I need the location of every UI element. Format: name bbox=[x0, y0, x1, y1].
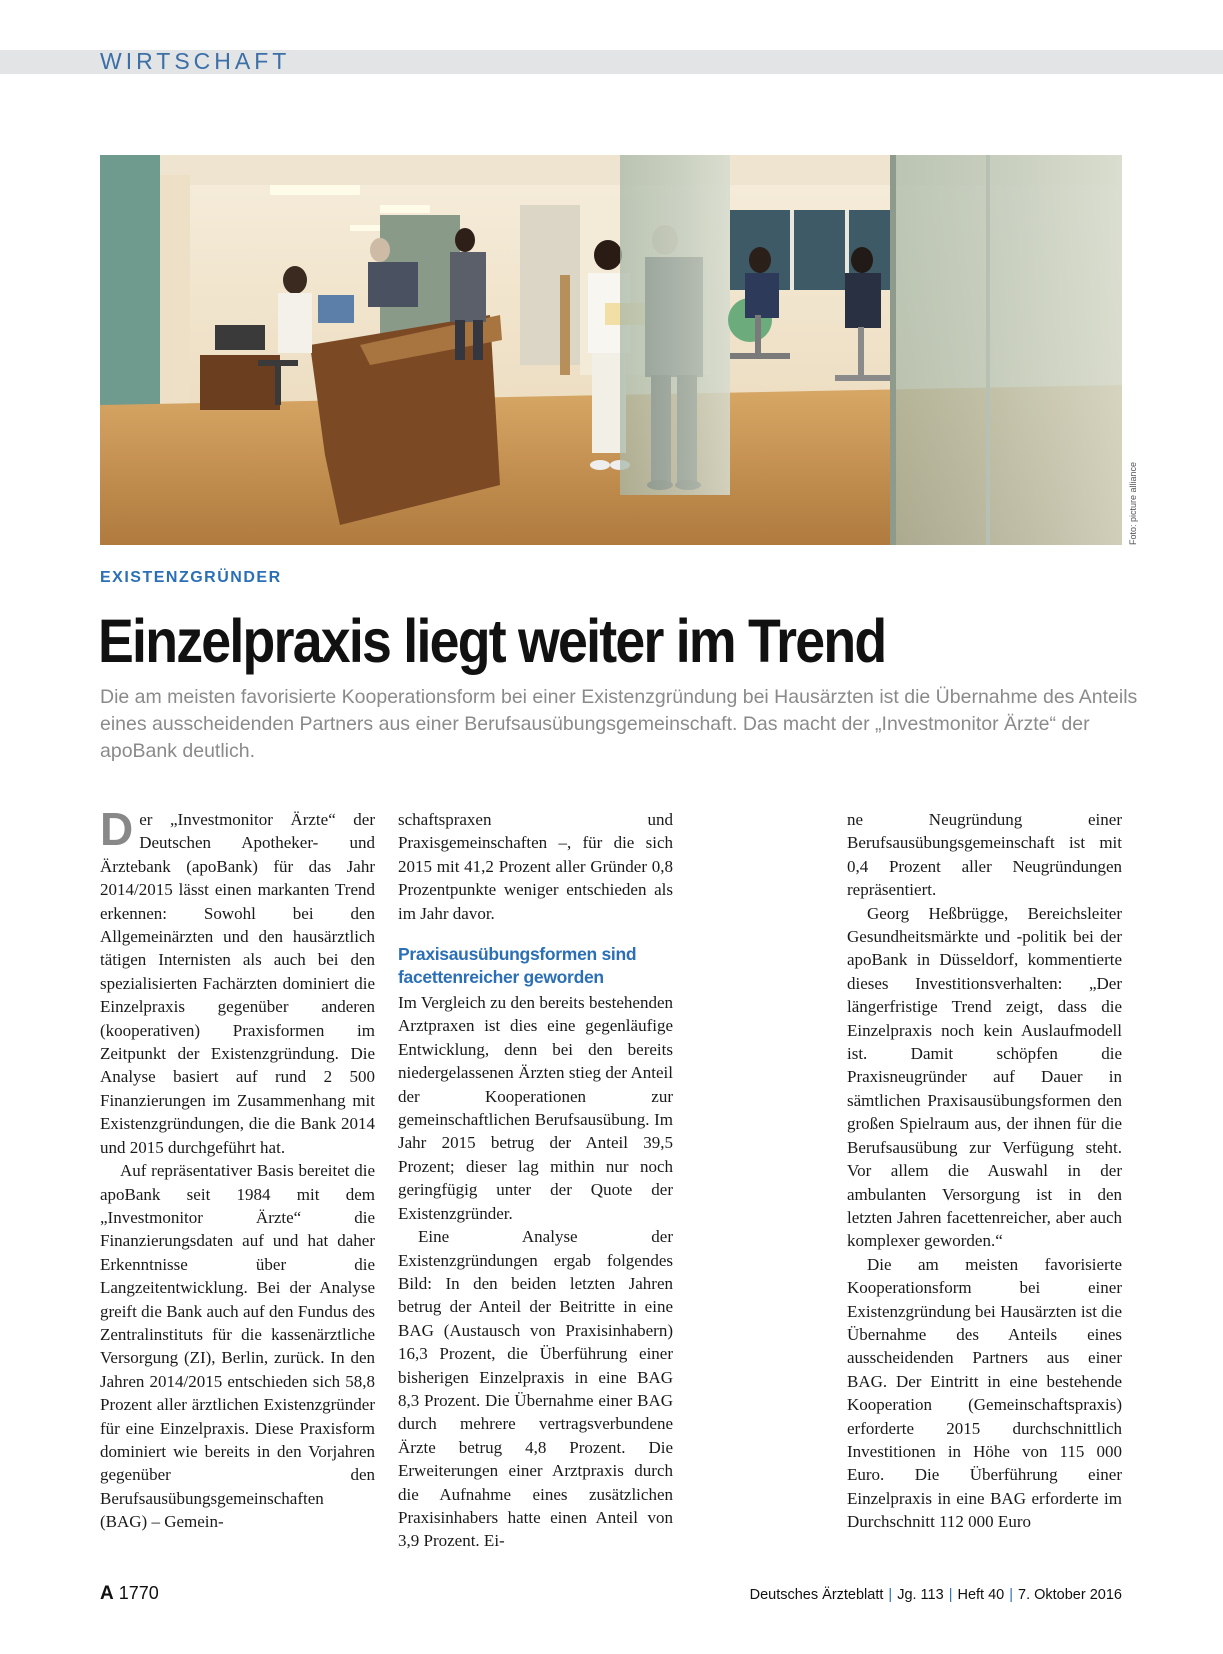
photo-credit: Foto: picture alliance bbox=[1128, 461, 1138, 545]
separator: | bbox=[1009, 1587, 1013, 1603]
paragraph: ne Neugründung einer Berufsausübungsgemeinschaft ist mit 0,4 Prozent aller Neugründungen repräsentiert. bbox=[847, 810, 1122, 900]
paragraph: Eine Analyse der Existenzgründungen ergab folgendes Bild: In den beiden letzten Jahren betrug der Anteil der Beitritte in eine BAG (Austausch von Praxisinhabern) 16,3 Prozent, die Überführung einer bisherigen Einzelpraxis in eine BAG 8,3 Prozent. Die Übernahme einer BAG durch mehrere vertragsverbundene Ärzte betrug 4,8 Prozent. Die Erweiterungen einer Arztpraxis durch die Aufnahme eines zusätzlichen Praxisinhabers hatte einen Anteil von 3,9 Prozent. Ei- bbox=[398, 1227, 673, 1551]
paragraph bbox=[100, 803, 375, 1159]
practice-reception-photo bbox=[100, 155, 1122, 545]
article-title: Einzelpraxis liegt weiter im Trend bbox=[98, 607, 886, 675]
paragraph: Die am meisten favorisierte Kooperationsform bei einer Existenzgründung bei Hausärzten ist die Übernahme des Anteils eines ausscheidenden Partners aus einer BAG. Der Eintritt in eine bestehende Kooperation (Gemeinschaftspraxis) erforderte 2015 durchschnittlich Investitionen in Höhe von 115 000 Euro. Die Überführung einer Einzelpraxis in eine BAG erforderte im Durchschnitt 112 000 Euro bbox=[847, 1254, 1122, 1532]
paragraph-text: er „Investmonitor Ärzte“ der Deutschen Apotheker- und Ärztebank (apoBank) für das Jahr 2014/2015 lässt einen markanten Trend erkennen: Sowohl bei den Allgemeinärzten und den hausärztlich tätigen Internisten als auch bei den spezialisierten Fachärzten dominiert die Einzelpraxis gegenüber anderen (kooperativen) Praxisformen im Zeitpunkt der Existenzgründung. Die Analyse basiert auf rund 2 500 Finanzierungen im Zusammenhang mit Existenzgründungen, die die Bank 2014 und 2015 durchgeführt hat. bbox=[100, 810, 375, 1157]
page-number bbox=[100, 1583, 159, 1605]
journal-name: Deutsches Ärzteblatt bbox=[749, 1587, 884, 1603]
article-lead: Die am meisten favorisierte Kooperationsform bei einer Existenzgründung bei Hausärzten ist die Übernahme des Anteils eines ausscheidenden Partners aus einer Berufsausübungsgemeinschaft. Das macht der „Investmonitor Ärzte“ der apoBank deutlich. bbox=[100, 686, 1138, 762]
journal-footer bbox=[750, 1587, 1122, 1603]
article-column-2 bbox=[398, 808, 673, 1553]
separator: | bbox=[888, 1587, 893, 1603]
drop-cap: D bbox=[100, 803, 134, 855]
separator: | bbox=[948, 1587, 953, 1603]
article-subheading: Praxisausübungsformen sind facettenreicher geworden bbox=[398, 944, 637, 988]
article-kicker: EXISTENZGRÜNDER bbox=[100, 569, 282, 586]
page-prefix: A bbox=[100, 1583, 114, 1604]
article-column-1 bbox=[100, 803, 375, 1534]
paragraph: schaftspraxen und Praxisgemeinschaften –, für die sich 2015 mit 41,2 Prozent aller Gründer 0,8 Prozentpunkte weniger entschieden als im Jahr davor. bbox=[398, 810, 673, 923]
journal-date: 7. Oktober 2016 bbox=[1018, 1587, 1122, 1603]
paragraph: Georg Heßbrügge, Bereichsleiter Gesundheitsmärkte und -politik bei der apoBank in Düsseldorf, kommentierte dieses Investitionsverhalten: „Der längerfristige Trend zeigt, dass die Einzelpraxis noch kein Auslaufmodell ist. Damit schöpfen die Praxisneugründer auf Dauer in sämtlichen Praxisausübungsformen den großen Spielraum aus, der ihnen für die Berufsausübung zur Verfügung steht. Vor allem die Auswahl in der ambulanten Versorgung ist in den letzten Jahren facettenreicher, aber auch komplexer geworden.“ bbox=[847, 903, 1122, 1251]
journal-volume: Jg. 113 bbox=[897, 1587, 944, 1603]
article-photo bbox=[100, 155, 1122, 545]
article-column-3 bbox=[847, 808, 1122, 1534]
paragraph: Im Vergleich zu den bereits bestehenden Arztpraxen ist dies eine gegenläufige Entwicklung, denn bei den bereits niedergelassenen Ärzten stieg der Anteil der Kooperationen zur gemeinschaftlichen Berufsausübung. Im Jahr 2015 betrug der Anteil 39,5 Prozent; dieser lag mithin nur noch geringfügig unter der Quote der Existenzgründer. bbox=[398, 993, 673, 1223]
journal-issue: Heft 40 bbox=[957, 1587, 1005, 1603]
section-label: WIRTSCHAFT bbox=[100, 48, 291, 74]
page-number-value: 1770 bbox=[118, 1583, 159, 1603]
paragraph: Auf repräsentativer Basis bereitet die apoBank seit 1984 mit dem „Investmonitor Ärzte“ die Finanzierungsdaten auf und hat daher Erkenntnisse über die Langzeitentwicklung. Bei der Analyse greift die Bank auch auf den Fundus des Zentralinstituts für die kassenärztliche Versorgung (ZI), Berlin, zurück. In den Jahren 2014/2015 entschieden sich 58,8 Prozent aller ärztlichen Existenzgründer für eine Einzelpraxis. Diese Praxisform dominiert wie bereits in den Vorjahren gegenüber den Berufsausübungsgemeinschaften (BAG) – Gemein- bbox=[100, 1161, 375, 1532]
